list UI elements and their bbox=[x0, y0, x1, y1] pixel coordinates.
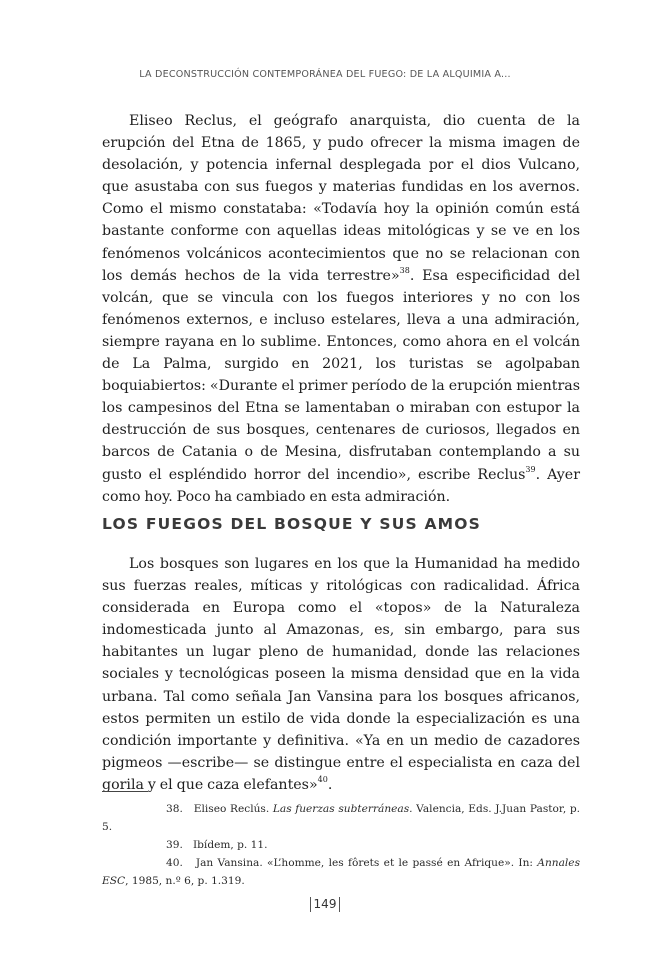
footnote-38 bbox=[102, 800, 580, 836]
folio-bar-left bbox=[310, 897, 311, 912]
footnote-39 bbox=[102, 836, 580, 854]
paragraph1-part-a: Eliseo Reclus, el geógrafo anarquista, dio cuenta de la erupción del Etna de 1865, y pudo ofrecer la misma imagen de desolación, y potencia infernal desplegada por el dios Vulcano, que asustaba con sus fuegos y materias fundidas en los avernos. Como el mismo constataba: «Todavía hoy la opinión común está bastante conforme con aquellas ideas mitológicas y se ve en los fenómenos volcánicos acontecimientos que no se relacionan con los demás hechos de la vida terrestre» bbox=[102, 113, 580, 284]
footnote-title-italic: Las fuerzas subterráneas. bbox=[272, 803, 413, 815]
paragraph-text bbox=[102, 110, 580, 508]
footnote-number: 39. bbox=[166, 839, 183, 851]
footnote-text-end: Valencia, Eds. J.Juan Pastor, p. 5. bbox=[102, 803, 580, 833]
running-head: LA DECONSTRUCCIÓN CONTEMPORÁNEA DEL FUEGO: DE LA ALQUIMIA A... bbox=[139, 69, 511, 80]
paragraph1-part-b: . Esa especificidad del volcán, que se vincula con los fuegos interiores y no con los fenómenos externos, e incluso estelares, lleva a una admiración, siempre rayana en lo sublime. Entonces, como ahora en el volcán de La Palma, surgido en 2021, los turistas se agolpaban boquiabiertos: «Durante el primer período de la erupción mientras los campesinos del Etna se lamentaban o miraban con estupor la destrucción de sus bosques, centenares de curiosos, llegados en barcos de Catania o de Mesina, disfrutaban contemplando a su gusto el espléndido horror del incendio», escribe Reclus bbox=[102, 267, 580, 483]
paragraph1-part-c: . Ayer como hoy. Poco ha cambiado en esta admiración. bbox=[102, 466, 580, 505]
footnote-journal-italic: Annales ESC bbox=[102, 857, 581, 887]
paragraph2-part-a: Los bosques son lugares en los que la Humanidad ha medido sus fuerzas reales, míticas y ritológicas con radicalidad. África considerada en Europa como el «topos» de la Naturaleza indomesticada junto al Amazonas, es, sin embargo, para sus habitantes un lugar pleno de humanidad, donde las relaciones sociales y tecnológicas poseen la misma densidad que en la vida urbana. Tal como señala Jan Vansina para los bosques africanos, estos permiten un estilo de vida donde la especialización es una condición importante y definitiva. «Ya en un medio de cazadores pigmeos —escribe— se distingue entre el especialista en caza del gorila y el que caza elefantes» bbox=[102, 556, 580, 793]
body-paragraph-2 bbox=[102, 553, 580, 796]
footnote-text: Eliseo Reclús. bbox=[193, 803, 273, 815]
footnotes bbox=[102, 800, 580, 890]
footnote-text-end: , 1985, n.º 6, p. 1.319. bbox=[125, 875, 245, 887]
footnote-40 bbox=[102, 854, 580, 890]
footnote-number: 38. bbox=[166, 803, 183, 815]
section-title: LOS FUEGOS DEL BOSQUE Y SUS AMOS bbox=[102, 515, 481, 533]
footnote-ref-38[interactable]: 38 bbox=[399, 265, 410, 275]
body-paragraph-1 bbox=[102, 110, 580, 508]
footnote-divider bbox=[102, 791, 148, 792]
folio-bar-right bbox=[339, 897, 340, 912]
page-number bbox=[0, 897, 650, 912]
page-number-text: 149 bbox=[313, 897, 337, 911]
footnote-text: Ibídem, p. 11. bbox=[192, 839, 268, 851]
paragraph-text bbox=[102, 553, 580, 796]
footnote-ref-40[interactable]: 40 bbox=[317, 775, 328, 785]
paragraph2-part-b: . bbox=[327, 776, 333, 793]
footnote-text: Jan Vansina. «L’homme, les fôrets et le passé en Afrique». In: bbox=[195, 857, 538, 869]
footnote-number: 40. bbox=[166, 857, 183, 869]
footnote-ref-39[interactable]: 39 bbox=[525, 464, 536, 474]
